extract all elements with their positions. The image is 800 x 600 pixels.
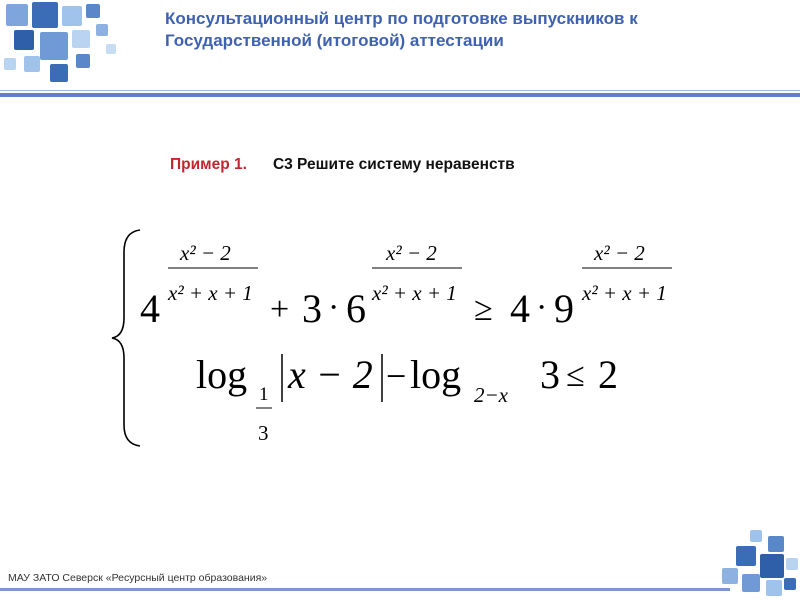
exp2-denominator: x² + x + 1 [372, 281, 457, 305]
log-1: log [196, 352, 248, 397]
leq-sign: ≤ [566, 357, 585, 394]
exp3-numerator: x² − 2 [594, 241, 645, 265]
dot-2: · [536, 289, 548, 326]
cube-decor [786, 558, 798, 570]
example-task: С3 Решите систему неравенств [272, 156, 515, 173]
header-title-line1: Консультационный центр по подготовке выпускников к [165, 9, 638, 28]
cube-decor [742, 574, 760, 592]
base-4: 4 [140, 286, 160, 331]
exp2-numerator: x² − 2 [386, 241, 437, 265]
example-label: Пример 1. [170, 156, 247, 173]
inequality-2 [196, 352, 618, 445]
base-6: 6 [346, 286, 366, 331]
footer-organization: МАУ ЗАТО Северск «Ресурсный центр образования» [8, 572, 268, 584]
inequality-1 [140, 241, 672, 331]
cube-decor [784, 578, 796, 590]
coef-4: 4 [510, 286, 530, 331]
abs-content: x − 2 [288, 352, 373, 397]
header-title-line2: Государственной (итоговой) аттестации [165, 31, 504, 50]
plus-sign: + [270, 291, 290, 328]
footer-divider [0, 588, 730, 591]
system-brace [112, 230, 140, 446]
log1-base-denominator: 3 [258, 421, 269, 445]
base-9: 9 [554, 286, 574, 331]
exp3-denominator: x² + x + 1 [582, 281, 667, 305]
cube-decor [766, 580, 782, 596]
cube-decor [736, 546, 756, 566]
cube-decor [750, 530, 762, 542]
exp1-numerator: x² − 2 [180, 241, 231, 265]
dot-1: · [328, 289, 340, 326]
log1-base-numerator: 1 [259, 384, 269, 405]
exp1-denominator: x² + x + 1 [168, 281, 253, 305]
log2-base: 2−x [474, 383, 508, 407]
geq-sign: ≥ [474, 291, 493, 328]
cube-decor [722, 568, 738, 584]
cube-decor [768, 536, 784, 552]
coef-3: 3 [302, 286, 322, 331]
rhs-2: 2 [598, 352, 618, 397]
minus-sign: − [386, 356, 407, 396]
log2-argument: 3 [540, 352, 560, 397]
cube-decor [760, 554, 784, 578]
log-2: log [410, 352, 462, 397]
